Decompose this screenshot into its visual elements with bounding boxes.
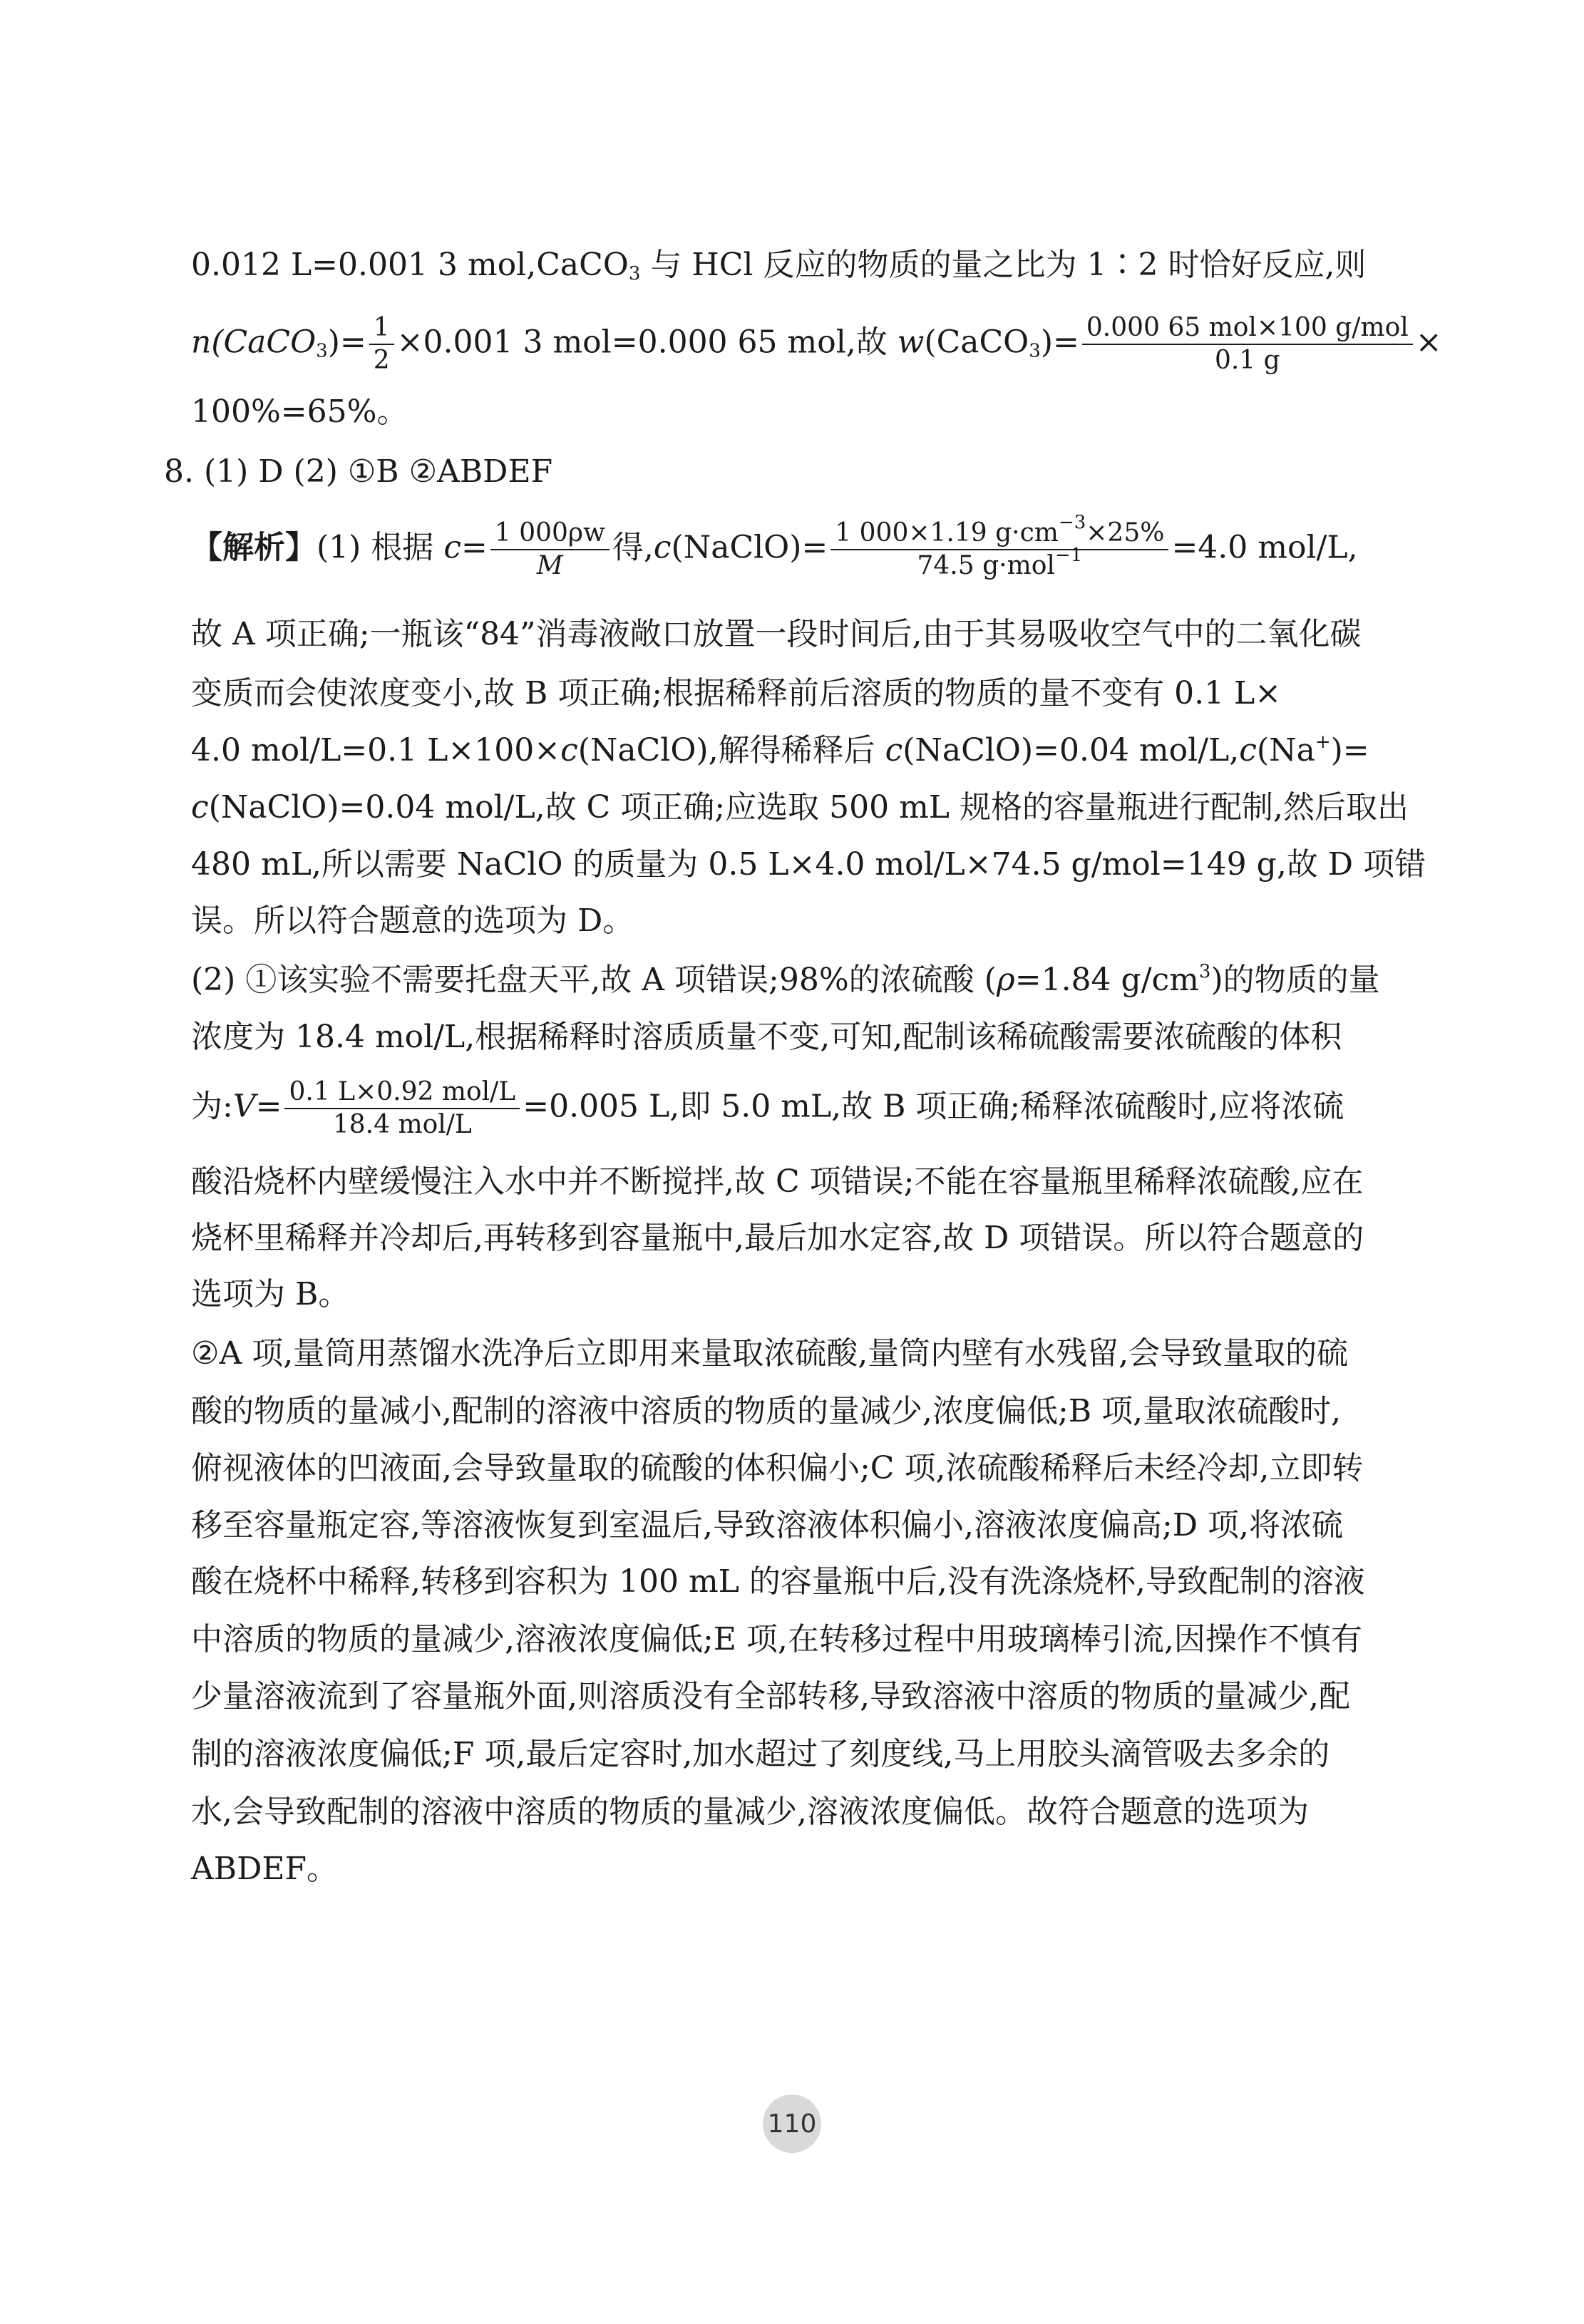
text-line-1: [191, 244, 1474, 287]
text: 0.012 L=0.001 3 mol,CaCO: [191, 247, 629, 283]
superscript: −3: [1058, 512, 1086, 533]
text: ×0.001 3 mol=0.000 65 mol,故: [396, 324, 898, 361]
denominator: 18.4 mol/L: [332, 1110, 472, 1139]
text: =4.0 mol/L,: [1171, 529, 1358, 566]
fraction-volume: [284, 1078, 520, 1139]
variable: ρ: [996, 962, 1015, 998]
text: 74.5 g·mol: [917, 551, 1055, 580]
text: =: [255, 1088, 282, 1125]
variable: c: [653, 529, 672, 566]
numerator: 1: [369, 314, 394, 345]
text-line-22: 酸在烧杯中稀释,转移到容积为 100 mL 的容量瓶中后,没有洗涤烧杯,导致配制的溶液: [191, 1563, 1365, 1600]
analysis-tag: 【解析】: [191, 529, 317, 566]
text-line-20: 俯视液体的凹液面,会导致量取的硫酸的体积偏小;C 项,浓硫酸稀释后未经冷却,立即转: [191, 1450, 1364, 1486]
denominator: 0.1 g: [1214, 346, 1280, 375]
fraction-concentration: [490, 519, 610, 580]
subscript: 3: [628, 263, 641, 284]
text: (Na: [1256, 732, 1315, 768]
text: (NaClO)=: [671, 529, 828, 566]
text-line-25: 制的溶液浓度偏低;F 项,最后定容时,加水超过了刻度线,马上用胶头滴管吸去多余的: [191, 1736, 1330, 1772]
text-line-16: 烧杯里稀释并冷却后,再转移到容量瓶中,最后加水定容,故 D 项错误。所以符合题意的: [191, 1220, 1364, 1256]
denominator: 2: [373, 346, 390, 375]
text-line-12: [191, 959, 1474, 1002]
text-line-5: [191, 512, 1474, 580]
formula: n(CaCO: [191, 324, 317, 361]
text: (NaClO)=0.04 mol/L,: [902, 732, 1240, 768]
text: 为:: [191, 1088, 233, 1125]
text-line-21: 移至容量瓶定容,等溶液恢复到室温后,导致溶液体积偏小,溶液浓度偏高;D 项,将浓硫: [191, 1507, 1344, 1543]
text-line-3: 100%=65%。: [191, 394, 408, 430]
text: (1) 根据: [317, 529, 444, 566]
text-line-27: ABDEF。: [191, 1851, 339, 1887]
text: ×: [1415, 324, 1442, 361]
variable: V: [232, 1088, 256, 1125]
subscript: 3: [316, 340, 328, 362]
text: 4.0 mol/L=0.1 L×100×: [191, 732, 561, 768]
text: ×25%: [1086, 518, 1165, 547]
denominator: [912, 545, 1086, 580]
text-line-26: 水,会导致配制的溶液中溶质的物质的量减少,溶液浓度偏低。故符合题意的选项为: [191, 1794, 1309, 1830]
text: 1 000×1.19 g·cm: [835, 518, 1059, 547]
superscript: −1: [1054, 545, 1083, 566]
variable: c: [191, 789, 209, 826]
text-line-18: ②A 项,量筒用蒸馏水洗净后立即用来量取浓硫酸,量筒内壁有水残留,会导致量取的硫: [191, 1335, 1349, 1372]
text: (NaClO)=0.04 mol/L,故 C 项正确;应选取 500 mL 规格的容量瓶进行配制,然后取出: [208, 789, 1409, 826]
text: 得,: [612, 529, 654, 566]
text: )=: [1330, 732, 1369, 768]
text-line-2: [191, 314, 1474, 375]
text: (NaClO),解得稀释后: [577, 732, 885, 768]
text-line-24: 少量溶液流到了容量瓶外面,则溶质没有全部转移,导致溶液中溶质的物质的量减少,配: [191, 1678, 1350, 1714]
text-line-23: 中溶质的物质的量减少,溶液浓度偏低;E 项,在转移过程中用玻璃棒引流,因操作不慎有: [191, 1621, 1362, 1657]
numerator: 1 000ρw: [490, 519, 610, 550]
text-line-11: 误。所以符合题意的选项为 D。: [191, 903, 634, 939]
numerator: 0.1 L×0.92 mol/L: [284, 1078, 520, 1109]
text-line-17: 选项为 B。: [191, 1276, 350, 1312]
variable: M: [536, 551, 563, 580]
variable: w: [897, 324, 925, 361]
text: (CaCO: [924, 324, 1029, 361]
text-line-8: [191, 729, 1474, 772]
text-line-13: 浓度为 18.4 mol/L,根据稀释时溶质质量不变,可知,配制该稀硫酸需要浓硫酸的体积: [191, 1019, 1342, 1055]
fraction-half: [369, 314, 394, 375]
superscript: +: [1315, 731, 1331, 753]
subscript: 3: [1029, 340, 1041, 362]
numerator: 0.000 65 mol×100 g/mol: [1082, 314, 1413, 345]
fraction-naclo: [830, 512, 1168, 580]
text: )=: [327, 324, 366, 361]
text: (2) ①该实验不需要托盘天平,故 A 项错误;98%的浓硫酸 (: [191, 962, 997, 998]
text-line-7: 变质而会使浓度变小,故 B 项正确;根据稀释前后溶质的物质的量不变有 0.1 L×: [191, 675, 1282, 711]
variable: c: [885, 732, 903, 768]
text-line-14: [191, 1078, 1474, 1139]
text: )的物质的量: [1210, 962, 1380, 998]
text: )=: [1040, 324, 1079, 361]
variable: c: [1239, 732, 1257, 768]
text: =: [461, 529, 488, 566]
text-line-9: [191, 786, 1474, 829]
numerator: [830, 512, 1168, 550]
text-line-15: 酸沿烧杯内壁缓慢注入水中并不断搅拌,故 C 项错误;不能在容量瓶里稀释浓硫酸,应在: [191, 1163, 1364, 1200]
text: =0.005 L,即 5.0 mL,故 B 项正确;稀释浓硫酸时,应将浓硫: [523, 1088, 1344, 1125]
text: =1.84 g/cm: [1014, 962, 1199, 998]
text-line-10: 480 mL,所以需要 NaClO 的质量为 0.5 L×4.0 mol/L×74.5 g/mol=149 g,故 D 项错: [191, 846, 1426, 883]
text: 与 HCl 反应的物质的量之比为 1∶2 时恰好反应,则: [640, 247, 1367, 283]
denominator: [533, 550, 567, 580]
superscript: 3: [1198, 961, 1211, 982]
text-line-19: 酸的物质的量减小,配制的溶液中溶质的物质的量减少,浓度偏低;B 项,量取浓硫酸时,: [191, 1393, 1342, 1429]
text-line-6: 故 A 项正确;一瓶该“84”消毒液敞口放置一段时间后,由于其易吸收空气中的二氧化碳: [191, 616, 1362, 652]
variable: c: [560, 732, 578, 768]
fraction-mass-ratio: [1082, 314, 1413, 375]
answer-q8: 8. (1) D (2) ①B ②ABDEF: [164, 453, 553, 490]
variable: c: [443, 529, 461, 566]
page-number: 110: [763, 2094, 821, 2153]
